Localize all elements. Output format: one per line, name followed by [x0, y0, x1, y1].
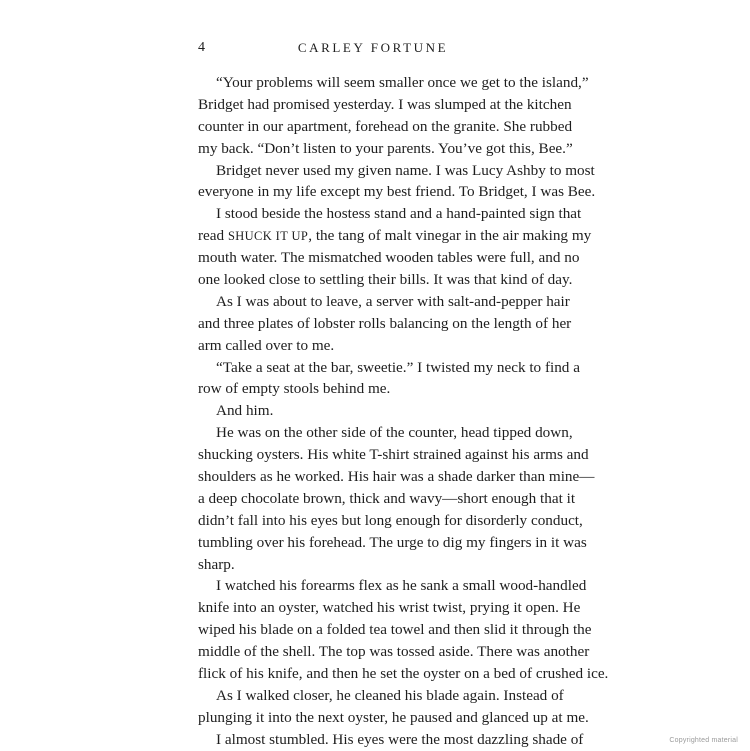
copyright-watermark: Copyrighted material	[669, 737, 738, 744]
text-line: counter in our apartment, forehead on the granite. She rubbed	[198, 117, 573, 135]
text-line: everyone in my life except my best friend. To Bridget, I was Bee.	[198, 183, 596, 201]
text-line: and three plates of lobster rolls balancing on the length of her	[198, 314, 572, 332]
text-line: didn’t fall into his eyes but long enough for disorderly conduct,	[198, 511, 583, 529]
text-line: As I was about to leave, a server with salt-and-pepper hair	[216, 292, 570, 310]
page-number: 4	[198, 40, 206, 55]
text-line: mouth water. The mismatched wooden tables were full, and no	[198, 249, 580, 267]
text-line: row of empty stools behind me.	[198, 380, 391, 398]
text-line: Bridget had promised yesterday. I was slumped at the kitchen	[198, 95, 572, 113]
text-line: my back. “Don’t listen to your parents. You’ve got this, Bee.”	[198, 139, 573, 157]
text-line: “Take a seat at the bar, sweetie.” I twisted my neck to find a	[216, 358, 580, 376]
text-line: tumbling over his forehead. The urge to dig my fingers in it was	[198, 533, 587, 551]
text-line: knife into an oyster, watched his wrist twist, prying it open. He	[198, 599, 581, 617]
page-header	[198, 40, 548, 60]
text-fragment: read	[198, 227, 228, 245]
text-line: flick of his knife, and then he set the oyster on a bed of crushed ice.	[198, 665, 609, 683]
text-line: And him.	[216, 402, 274, 420]
text-line: I watched his forearms flex as he sank a small wood-handled	[216, 577, 587, 595]
text-line: “Your problems will seem smaller once we get to the island,”	[216, 74, 589, 91]
text-line: arm called over to me.	[198, 336, 335, 354]
text-line: I almost stumbled. His eyes were the most dazzling shade of	[216, 730, 584, 748]
text-line: I stood beside the hostess stand and a hand-painted sign that	[216, 205, 582, 223]
text-line: shoulders as he worked. His hair was a shade darker than mine—	[198, 468, 595, 486]
text-line: As I walked closer, he cleaned his blade again. Instead of	[216, 686, 564, 704]
text-line: one looked close to settling their bills. It was that kind of day.	[198, 271, 573, 289]
body-text	[198, 72, 609, 751]
running-head-author: CARLEY FORTUNE	[297, 40, 449, 55]
text-line: shucking oysters. His white T-shirt strained against his arms and	[198, 446, 589, 464]
text-line: wiped his blade on a folded tea towel and then slid it through the	[198, 621, 592, 639]
text-line-with-sign	[198, 225, 592, 247]
text-fragment: , the tang of malt vinegar in the air making my	[308, 227, 592, 245]
sign-text-small-caps: SHUCK IT UP	[227, 229, 309, 244]
text-line: plunging it into the next oyster, he paused and glanced up at me.	[198, 708, 589, 726]
text-line: middle of the shell. The top was tossed aside. There was another	[198, 643, 590, 661]
text-line: He was on the other side of the counter, head tipped down,	[216, 424, 573, 442]
text-line: a deep chocolate brown, thick and wavy—short enough that it	[198, 489, 576, 507]
text-line: sharp.	[198, 555, 235, 573]
text-line: Bridget never used my given name. I was Lucy Ashby to most	[216, 161, 595, 179]
